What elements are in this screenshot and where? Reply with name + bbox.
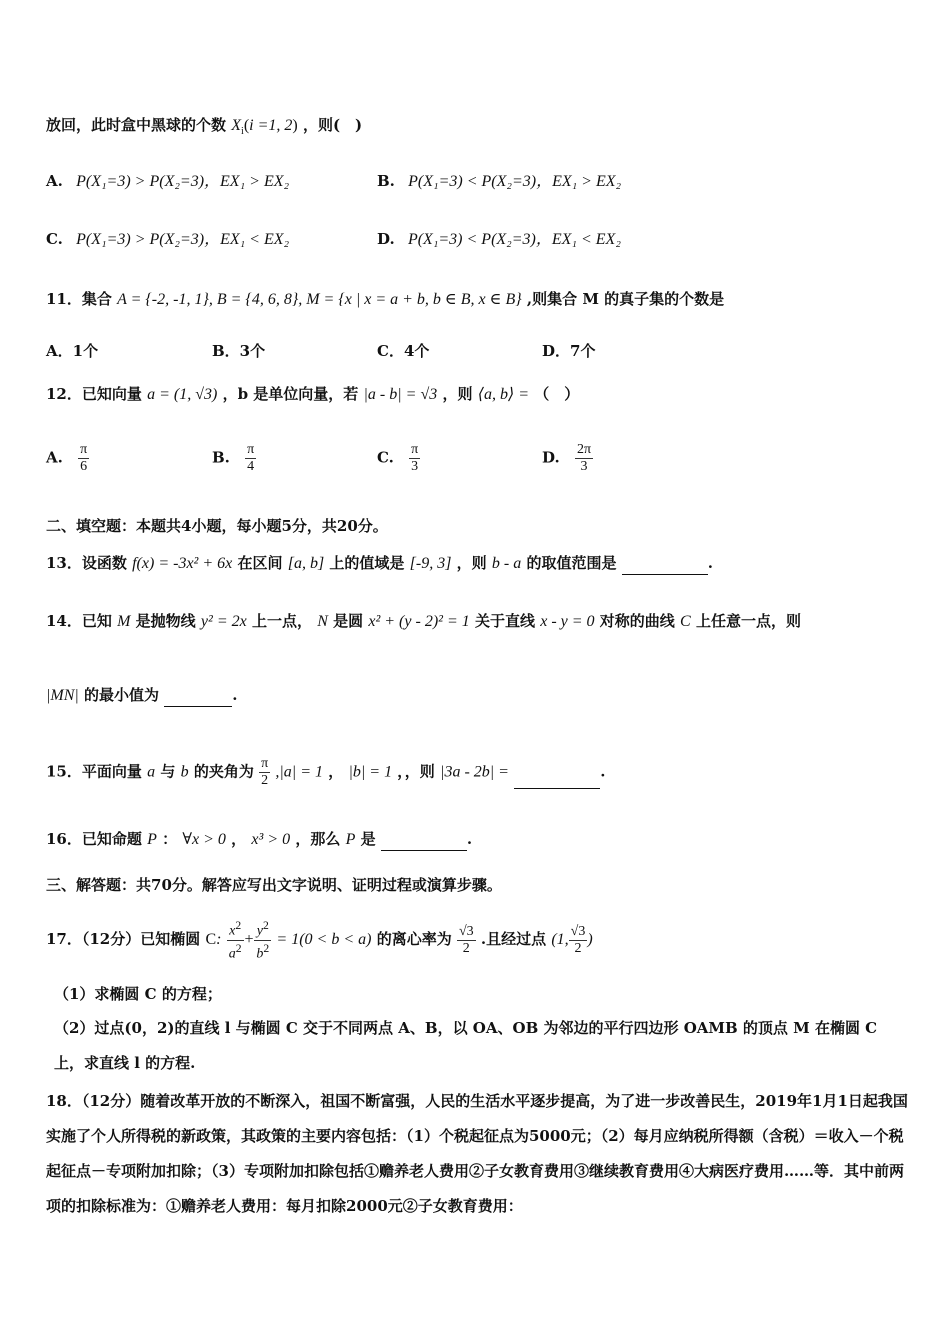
q16-forall: ∀x > 0	[182, 831, 226, 848]
q14-stem	[46, 610, 801, 633]
q11-expr: A = {-2, -1, 1}, B = {4, 6, 8}, M = {x | x = a + b, b ∈ B, x ∈ B}	[117, 291, 522, 308]
fraction-den: 6	[80, 459, 88, 474]
q14-text: 对称的曲线	[599, 612, 675, 630]
option-label: D.	[542, 448, 560, 467]
q14-stem-continued: |MN| 的最小值为 .	[46, 684, 238, 707]
q17-point-suffix: )	[587, 931, 593, 949]
q16-stem: 16．已知命题 P ： ∀x > 0 ， x³ > 0 ，那么 P 是 .	[46, 828, 472, 851]
q13-interval: [a, b]	[287, 555, 325, 572]
fraction-den: 2	[462, 940, 470, 956]
q17-ellipse-c: C	[205, 931, 217, 949]
q12-text: ，则	[442, 385, 473, 403]
q15-text: ，，则	[397, 762, 435, 781]
q11-number: 11．集合	[46, 290, 112, 308]
option-label: B.	[377, 172, 395, 190]
q11-option-a: A．1个	[46, 342, 99, 360]
section-2-heading: 二、填空题：本题共4小题，每小题5分，共20分。	[46, 517, 388, 535]
q14-mn: |MN|	[46, 687, 79, 704]
q12-tail: （ ）	[534, 385, 580, 403]
q14-line: x - y = 0	[540, 613, 595, 630]
fraction-num: √3	[570, 923, 586, 939]
fraction-den: 3	[580, 459, 588, 474]
option-expr: P(X₁=3) > P(X₂=3)，EX₁ > EX₂	[76, 173, 290, 190]
q12-angle: ⟨a, b⟩ =	[477, 386, 529, 403]
q10-option-b	[377, 168, 621, 191]
q16-negation: P	[345, 831, 356, 848]
option-label: B.	[212, 448, 230, 467]
q11-option-c: C．4个	[377, 342, 430, 360]
fraction-num: π	[80, 442, 88, 457]
q15-stem: 15．平面向量 a 与 b 的夹角为 $\frac{\pi}{2}$ ,|a| = 1 ， |b| = 1 ，，则 |3a - 2b| = .	[46, 756, 606, 788]
q14-text: 关于直线	[474, 612, 535, 630]
q15-vector-a: a	[147, 763, 156, 781]
q16-cube: x³ > 0	[251, 831, 291, 848]
q16-text: ：	[162, 830, 178, 848]
q15-text: 的夹角为	[193, 762, 254, 781]
fraction-den: 4	[247, 459, 255, 474]
q14-text: 是圆	[333, 612, 364, 630]
q13-text: 13．设函数	[46, 554, 127, 572]
option-expr: P(X₁=3) < P(X₂=3)，EX₁ < EX₂	[407, 231, 621, 248]
q15-angle-fraction	[259, 756, 270, 789]
option-fraction	[409, 442, 420, 475]
q15-condition-b: |b| = 1	[348, 763, 393, 781]
q18-stem: 18．（12分）随着改革开放的不断深入，祖国不断富强，人民的生活水平逐步提高，为了进一步改善民生，2019年1月1日起我国实施了个人所得税的新政策，其政策的主要内容包括：（1）个税起征点为5000元；（2）每月应纳税所得额（含税）＝收入－个税起征点－专项附加扣除；（3）专项附加扣除包括①赡养老人费用②子女教育费用③继续教育费用④大病医疗费用……等．其中前两项的扣除标准为：①赡养老人费用：每月扣除2000元②子女教育费用：	[46, 1092, 908, 1215]
intro-line	[46, 114, 362, 143]
q17-point-prefix: (1,	[551, 931, 569, 949]
option-fraction	[245, 442, 256, 475]
q16-text: 16．已知命题	[46, 830, 142, 848]
q17-y-term: $\frac{y^2}{b^2}$	[256, 919, 270, 962]
q11-option-d: D．7个	[542, 342, 596, 360]
q11-option-b: B．3个	[212, 342, 266, 360]
q17-point-y	[569, 924, 588, 957]
section-3-heading: 三、解答题：共70分。解答应写出文字说明、证明过程或演算步骤。	[46, 876, 502, 894]
q16-text: ，	[231, 830, 247, 848]
q15-text: ，	[328, 762, 344, 781]
q14-parabola: y² = 2x	[200, 613, 247, 630]
q15-text: 15．平面向量	[46, 762, 142, 781]
answer-blank[interactable]	[381, 834, 467, 851]
q15-expression: |3a - 2b| =	[440, 763, 509, 781]
q12-option-a	[46, 442, 89, 475]
intro-math: $X_i(i =1$, 2)	[231, 117, 298, 137]
intro-text: 放回，此时盒中黑球的个数	[46, 116, 227, 134]
q14-circle: x² + (y - 2)² = 1	[368, 613, 470, 630]
option-expr: P(X₁=3) < P(X₂=3)，EX₁ > EX₂	[408, 173, 622, 190]
q10-option-c	[46, 226, 289, 249]
q12-stem	[46, 383, 579, 406]
q12-option-c	[377, 442, 420, 475]
option-label: C.	[377, 448, 394, 467]
q12-option-b	[212, 442, 256, 475]
fraction-num: √3	[458, 923, 474, 939]
fraction-num: π	[261, 756, 269, 771]
q10-option-d	[377, 226, 621, 249]
fraction-den: 3	[411, 459, 419, 474]
q14-text: 14．已知	[46, 612, 112, 630]
q11-tail: ,则集合 M 的真子集的个数是	[526, 290, 725, 308]
q13-text: 的取值范围是	[526, 554, 617, 572]
q17-equation: = 1(0 < b < a)	[276, 931, 372, 949]
q17-text: .且经过点	[480, 930, 547, 949]
intro-tail: ，则( )	[302, 116, 363, 134]
q14-text: 上任意一点，则	[695, 612, 801, 630]
option-fraction	[575, 442, 593, 475]
q14-curve-c: C	[680, 613, 691, 630]
option-fraction	[78, 442, 89, 475]
q17-part-1: （1）求椭圆 C 的方程；	[54, 985, 222, 1003]
option-label: A.	[46, 448, 63, 467]
option-label: D.	[377, 230, 395, 248]
q17-part-2: （2）过点(0，2)的直线 l 与椭圆 C 交于不同两点 A、B，以 OA、OB 为邻边的平行四边形 OAMB 的顶点 M 在椭圆 C 上，求直线 l 的方程.	[54, 1019, 878, 1072]
fraction-den: 2	[261, 773, 269, 788]
q13-b-minus-a: b - a	[491, 555, 522, 572]
q17-text: 的离心率为	[376, 930, 452, 949]
q13-text: 在区间	[237, 554, 283, 572]
q12-text: ，b 是单位向量，若	[222, 385, 359, 403]
q12-option-d	[542, 442, 593, 475]
q13-function: f(x) = -3x² + 6x	[132, 555, 233, 572]
option-expr: P(X₁=3) > P(X₂=3)，EX₁ < EX₂	[76, 231, 290, 248]
q14-point-n: N	[317, 613, 328, 630]
answer-blank[interactable]	[622, 558, 708, 575]
answer-blank[interactable]	[514, 772, 600, 789]
q13-text: 上的值域是	[329, 554, 405, 572]
q16-text: 是	[360, 830, 376, 848]
q17-text: 17．（12分）已知椭圆	[46, 930, 201, 949]
fraction-num: π	[411, 442, 419, 457]
q14-text: 上一点，	[251, 612, 312, 630]
q17-eccentricity	[457, 924, 476, 957]
q15-vector-b: b	[180, 763, 189, 781]
option-label: A.	[46, 172, 63, 190]
q17-stem: 17．（12分）已知椭圆 C: $\frac{x^2}{a^2}$ + $\frac{y^2}{b^2}$ = 1(0 < b < a) 的离心率为 $\frac{√3}{2}$ .且经过点 (1, $\frac{√3}{2}$ )	[46, 919, 593, 962]
answer-blank[interactable]	[164, 690, 232, 707]
q15-condition-a: ,|a| = 1	[275, 763, 323, 781]
q16-proposition: P	[147, 831, 157, 848]
q10-option-a	[46, 168, 289, 191]
q13-range: [-9, 3]	[409, 555, 452, 572]
q12-vector-a: a = (1, √3)	[147, 386, 218, 403]
fraction-num: 2π	[576, 442, 592, 457]
q14-text: 是抛物线	[135, 612, 196, 630]
fraction-num: π	[247, 442, 255, 457]
q16-text: ，那么	[295, 830, 341, 848]
q14-text: 的最小值为	[84, 686, 160, 704]
q12-text: 12．已知向量	[46, 385, 142, 403]
q12-condition: |a - b| = √3	[363, 386, 438, 403]
q13-text: ，则	[456, 554, 487, 572]
option-label: C.	[46, 230, 63, 248]
fraction-den: 2	[574, 940, 582, 956]
q11-stem	[46, 288, 724, 311]
q17-x-term: $\frac{x^2}{a^2}$	[228, 919, 242, 962]
q13-stem: 13．设函数 f(x) = -3x² + 6x 在区间 [a, b] 上的值域是 [-9, 3] ，则 b - a 的取值范围是 .	[46, 552, 713, 575]
q15-text: 与	[160, 762, 176, 781]
q14-point-m: M	[117, 613, 131, 630]
